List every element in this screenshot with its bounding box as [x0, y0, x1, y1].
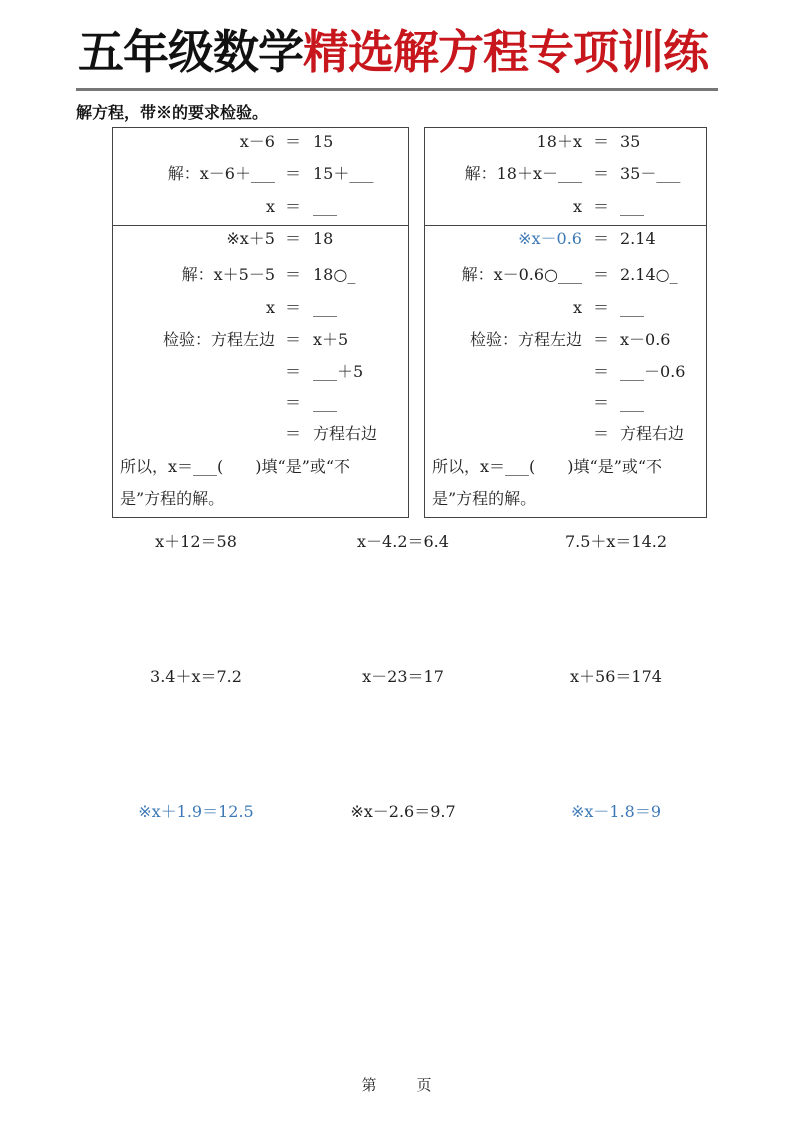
- equals-sign: ＝: [284, 265, 301, 284]
- step-left: x: [572, 197, 582, 216]
- step-left: 解：x－0.6○___: [461, 265, 582, 284]
- practice-problem: ※x－1.8＝9: [570, 802, 662, 821]
- check-right: ___: [313, 393, 337, 412]
- step-right: 2.14: [620, 229, 656, 248]
- equals-sign: ＝: [284, 298, 301, 317]
- step-left: 解：x－6＋___: [167, 164, 275, 183]
- practice-problem: ※x－2.6＝9.7: [350, 802, 456, 821]
- practice-problem: x＋56＝174: [570, 667, 662, 686]
- step-right: ___: [620, 197, 644, 216]
- equals-sign: ＝: [592, 132, 609, 151]
- step-right: 15: [313, 132, 334, 151]
- step-left: x－6: [239, 132, 275, 151]
- practice-problem: 7.5＋x＝14.2: [564, 532, 668, 551]
- equals-sign: ＝: [592, 229, 609, 248]
- step-right: 35－___: [620, 164, 681, 183]
- equation-box-a: [112, 127, 409, 226]
- step-right: ___: [620, 298, 644, 317]
- equals-sign: ＝: [592, 298, 609, 317]
- practice-problem: 3.4＋x＝7.2: [150, 667, 242, 686]
- equals-sign: ＝: [284, 424, 301, 443]
- step-right: ___: [313, 197, 337, 216]
- practice-problem: ※x＋1.9＝12.5: [138, 802, 254, 821]
- footer-label-right: 页: [416, 1076, 432, 1094]
- equals-sign: ＝: [592, 393, 609, 412]
- step-right: ___: [313, 298, 337, 317]
- check-right: 方程右边: [313, 424, 378, 443]
- conclusion: 所以，x＝___( )填“是”或“不: [120, 457, 351, 476]
- page-footer: [0, 1074, 793, 1095]
- equals-sign: ＝: [284, 229, 301, 248]
- check-left: 检验：方程左边: [469, 330, 582, 349]
- step-left: 18＋x: [536, 132, 582, 151]
- step-left: 解：x＋5－5: [181, 265, 275, 284]
- equals-sign: ＝: [592, 424, 609, 443]
- practice-problem: x－4.2＝6.4: [357, 532, 449, 551]
- equals-sign: ＝: [592, 265, 609, 284]
- equals-sign: ＝: [284, 393, 301, 412]
- step-left: ※x＋5: [226, 229, 275, 248]
- step-right: 35: [620, 132, 641, 151]
- step-right: 2.14○_: [620, 265, 678, 284]
- page-title: 五年级数学精选解方程专项训练: [78, 25, 708, 79]
- equals-sign: ＝: [284, 132, 301, 151]
- equals-sign: ＝: [284, 330, 301, 349]
- check-right: ___: [620, 393, 644, 412]
- conclusion: 所以，x＝___( )填“是”或“不: [432, 457, 663, 476]
- step-right: 18○_: [313, 265, 356, 284]
- step-right: 15＋___: [313, 164, 374, 183]
- step-left: 解：18＋x－___: [464, 164, 582, 183]
- equals-sign: ＝: [592, 164, 609, 183]
- step-left: ※x－0.6: [518, 229, 582, 248]
- conclusion: 是”方程的解。: [120, 489, 225, 508]
- check-right: ___＋5: [313, 362, 364, 381]
- equation-box-b: [424, 127, 707, 226]
- step-right: 18: [313, 229, 334, 248]
- check-right: ___－0.6: [620, 362, 686, 381]
- equals-sign: ＝: [284, 164, 301, 183]
- equals-sign: ＝: [592, 197, 609, 216]
- equation-box-c: [112, 225, 409, 518]
- instruction: 解方程，带※的要求检验。: [76, 103, 269, 122]
- check-right: 方程右边: [620, 424, 685, 443]
- conclusion: 是”方程的解。: [432, 489, 537, 508]
- step-left: x: [265, 197, 275, 216]
- step-left: x: [265, 298, 275, 317]
- practice-problem: x－23＝17: [362, 667, 444, 686]
- check-right: x＋5: [313, 330, 349, 349]
- equation-box-d: [424, 225, 707, 518]
- footer-label-left: 第: [361, 1076, 377, 1094]
- check-left: 检验：方程左边: [162, 330, 275, 349]
- check-right: x－0.6: [620, 330, 671, 349]
- step-left: x: [572, 298, 582, 317]
- equals-sign: ＝: [284, 197, 301, 216]
- practice-problem: x＋12＝58: [155, 532, 237, 551]
- equals-sign: ＝: [592, 362, 609, 381]
- title-rule: [76, 88, 718, 91]
- equals-sign: ＝: [592, 330, 609, 349]
- equals-sign: ＝: [284, 362, 301, 381]
